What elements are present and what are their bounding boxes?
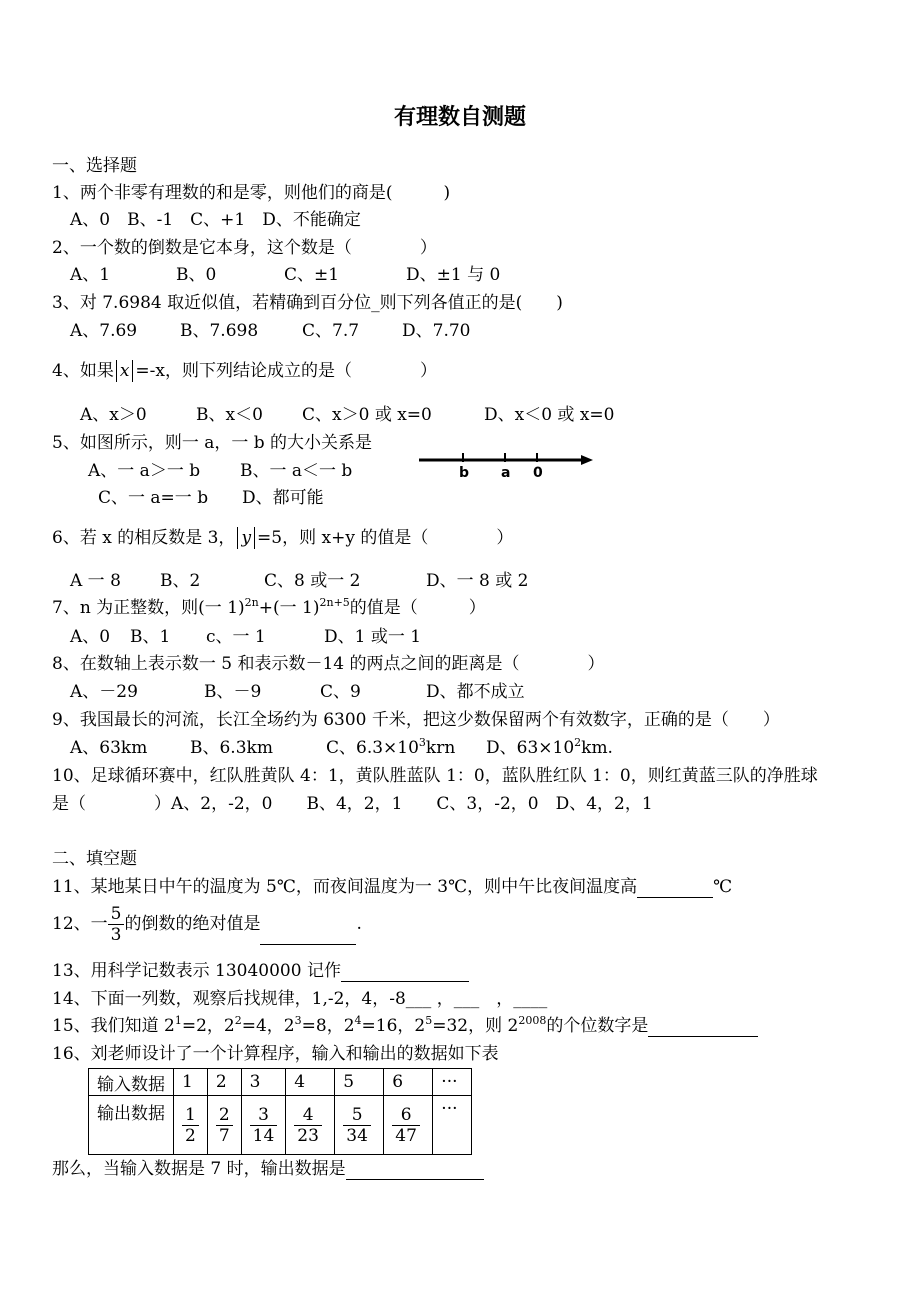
question-5-option-a: A、一 a＞一 b (88, 461, 201, 481)
question-8-stem: 8、在数轴上表示数一 5 和表示数－14 的两点之间的距离是（ ） (52, 654, 605, 674)
q15-exp2: 2 (234, 1014, 242, 1027)
question-11-text: 11、某地某日中午的温度为 5℃，而夜间温度为一 3℃，则中午比夜间温度高 (52, 877, 638, 897)
output-cell (335, 1096, 384, 1155)
answer-blank-15[interactable] (648, 1018, 758, 1037)
question-7-option-a: A、0 (70, 627, 111, 647)
question-4-stem-post: =-x，则下列结论成立的是（ ） (135, 361, 437, 381)
question-6-stem-pre: 6、若 x 的相反数是 3， (52, 528, 236, 548)
question-2-option-d: D、±1 与 0 (406, 265, 501, 285)
q15-part5: =16，2 (361, 1016, 426, 1036)
output-denominator: 7 (218, 1125, 230, 1146)
question-2-option-a: A、1 (70, 265, 111, 285)
section-heading-choice: 一、选择题 (52, 156, 137, 176)
input-cell: 1 (174, 1069, 208, 1096)
question-16-tail-text: 那么，当输入数据是 7 时，输出数据是 (52, 1159, 346, 1179)
output-numerator: 4 (294, 1105, 322, 1126)
output-denominator: 14 (252, 1125, 275, 1146)
fraction-numerator: 5 (108, 904, 125, 925)
question-4-stem-pre: 4、如果 (52, 361, 114, 381)
output-fraction (250, 1105, 278, 1146)
question-3-option-a: A、7.69 (70, 321, 138, 341)
fraction-five-thirds (108, 904, 125, 945)
question-9-c-pre: C、6.3×10 (326, 738, 419, 758)
question-8-option-c: C、9 (320, 682, 361, 702)
fraction-denominator: 3 (110, 925, 122, 945)
question-16-stem: 16、刘老师设计了一个计算程序，输入和输出的数据如下表 (52, 1044, 499, 1064)
question-15 (52, 1015, 758, 1037)
question-9-c-exp: 3 (418, 736, 426, 749)
question-2-option-c: C、±1 (284, 265, 340, 285)
question-5-stem: 5、如图所示，则一 a，一 b 的大小关系是 (52, 433, 373, 453)
q15-part1: 15、我们知道 2 (52, 1016, 175, 1036)
label-a: a (501, 465, 511, 481)
question-3-option-d: D、7.70 (402, 321, 471, 341)
q15-exp4: 4 (354, 1014, 362, 1027)
output-cell (286, 1096, 335, 1155)
question-7-exp1: 2n (244, 596, 259, 609)
question-1-stem: 1、两个非零有理数的和是零，则他们的商是( ) (52, 183, 451, 203)
question-6-option-d: D、一 8 或 2 (426, 571, 529, 591)
label-b: b (459, 465, 470, 481)
question-2-option-b: B、0 (176, 265, 217, 285)
table-row-output (89, 1096, 472, 1155)
question-9-stem: 9、我国最长的河流，长江全场约为 6300 千米，把这少数保留两个有效数字，正确的是（ ） (52, 710, 780, 730)
question-9-option-a: A、63km (70, 738, 148, 758)
answer-blank-11[interactable] (637, 879, 713, 898)
q15-exp3: 3 (294, 1014, 302, 1027)
question-11 (52, 876, 732, 898)
output-fraction (216, 1105, 233, 1146)
page-title: 有理数自测题 (393, 105, 526, 130)
question-12-pre: 12、一 (52, 914, 108, 934)
question-9-option-c (326, 737, 455, 759)
question-10-line-2: 是（ ）A、2，-2，0 B、4，2，1 C、3，-2，0 D、4，2，1 (52, 794, 653, 814)
question-3-option-c: C、7.7 (302, 321, 360, 341)
question-7-option-d: D、1 或一 1 (324, 627, 422, 647)
q15-exp5: 5 (425, 1014, 433, 1027)
question-10-line-1: 10、足球循环赛中，红队胜黄队 4：1，黄队胜蓝队 1：0，蓝队胜红队 1：0，则红黄蓝三队的净胜球 (52, 766, 818, 786)
question-4-option-c: C、x＞0 或 x=0 (302, 405, 432, 425)
q15-part6: =32，则 2 (432, 1016, 519, 1036)
question-11-unit: ℃ (713, 877, 733, 897)
output-numerator: 2 (216, 1105, 233, 1126)
question-5-option-b: B、一 a＜一 b (240, 461, 353, 481)
output-numerator: 5 (343, 1105, 371, 1126)
question-5-option-d: D、都可能 (242, 488, 324, 508)
q15-exp6: 2008 (518, 1014, 547, 1027)
output-cell (241, 1096, 286, 1155)
question-4-option-a: A、x＞0 (80, 405, 147, 425)
question-9-d-pre: D、63×10 (486, 738, 575, 758)
row-label-output: 输出数据 (89, 1096, 174, 1155)
question-7-stem (52, 597, 486, 619)
input-cell: 2 (207, 1069, 241, 1096)
output-fraction (343, 1105, 371, 1146)
section-heading-fill: 二、填空题 (52, 849, 137, 869)
question-6-stem-post: =5，则 x+y 的值是（ ） (257, 528, 514, 548)
question-12 (52, 904, 362, 945)
output-fraction (182, 1105, 199, 1146)
output-cell (207, 1096, 241, 1155)
question-6-option-c: C、8 或一 2 (264, 571, 361, 591)
q15-part7: 的个位数字是 (546, 1016, 649, 1036)
absolute-value-x: x (116, 360, 134, 382)
output-cell (384, 1096, 433, 1155)
question-8-option-b: B、－9 (204, 682, 262, 702)
output-cell-ellipsis: ··· (433, 1096, 472, 1155)
input-cell: 5 (335, 1069, 384, 1096)
question-4-option-d: D、x＜0 或 x=0 (484, 405, 615, 425)
absolute-value-y: y (237, 527, 255, 549)
question-2-stem: 2、一个数的倒数是它本身，这个数是（ ） (52, 238, 437, 258)
number-line-figure (415, 446, 595, 486)
output-denominator: 34 (346, 1125, 368, 1146)
input-cell: 4 (286, 1069, 335, 1096)
output-denominator: 23 (297, 1125, 319, 1146)
question-3-option-b: B、7.698 (180, 321, 259, 341)
question-5-option-c: C、一 a=一 b (98, 488, 209, 508)
question-16-tail (52, 1158, 484, 1180)
output-numerator: 1 (182, 1105, 199, 1126)
question-9-c-post: krn (425, 738, 456, 758)
question-7-exp2: 2n+5 (319, 596, 350, 609)
question-9-d-exp: 2 (574, 736, 582, 749)
output-numerator: 3 (250, 1105, 278, 1126)
question-1-options: A、0 B、-1 C、+1 D、不能确定 (70, 210, 361, 230)
q15-part2: =2，2 (181, 1016, 235, 1036)
question-4-option-b: B、x＜0 (196, 405, 263, 425)
io-table (88, 1068, 472, 1155)
row-label-input: 输入数据 (89, 1069, 174, 1096)
output-fraction (294, 1105, 322, 1146)
question-13 (52, 960, 469, 982)
input-cell-ellipsis: ··· (433, 1069, 472, 1096)
question-7-option-b: B、1 (130, 627, 171, 647)
question-13-text: 13、用科学记数表示 13040000 记作 (52, 961, 341, 981)
table-row-input (89, 1069, 472, 1096)
question-9-option-b: B、6.3km (190, 738, 273, 758)
q15-part4: =8，2 (301, 1016, 355, 1036)
answer-blank-13[interactable] (341, 963, 469, 982)
output-denominator: 47 (395, 1125, 417, 1146)
question-7-mid: +(一 1) (258, 598, 320, 618)
question-8-option-a: A、－29 (70, 682, 138, 702)
question-6-option-a: A 一 8 (70, 571, 121, 591)
question-12-end: . (356, 914, 362, 934)
q15-exp1: 1 (174, 1014, 182, 1027)
question-7-option-c: c、一 1 (206, 627, 266, 647)
question-12-post: 的倒数的绝对值是 (124, 914, 261, 934)
question-4-stem (52, 360, 437, 382)
q15-part3: =4，2 (241, 1016, 295, 1036)
label-zero: 0 (533, 465, 543, 481)
question-9-option-d (486, 737, 613, 759)
input-cell: 6 (384, 1069, 433, 1096)
output-denominator: 2 (185, 1125, 196, 1146)
question-14: 14、下面一列数，观察后找规律，1,-2，4，-8___ ，___ ，____ (52, 989, 548, 1009)
question-3-stem: 3、对 7.6984 取近似值，若精确到百分位_则下列各值正的是( ) (52, 293, 563, 313)
question-6-stem (52, 527, 513, 549)
input-cell: 3 (241, 1069, 286, 1096)
question-8-option-d: D、都不成立 (426, 682, 525, 702)
output-numerator: 6 (392, 1105, 420, 1126)
question-9-d-post: km. (581, 738, 613, 758)
output-cell (174, 1096, 208, 1155)
question-7-pre: 7、n 为正整数，则(一 1) (52, 598, 245, 618)
question-6-option-b: B、2 (160, 571, 201, 591)
question-7-post: 的值是（ ） (349, 598, 486, 618)
output-fraction (392, 1105, 420, 1146)
answer-blank-16[interactable] (346, 1161, 484, 1180)
number-line-arrow-icon (581, 455, 593, 465)
answer-blank-12[interactable] (260, 926, 356, 945)
